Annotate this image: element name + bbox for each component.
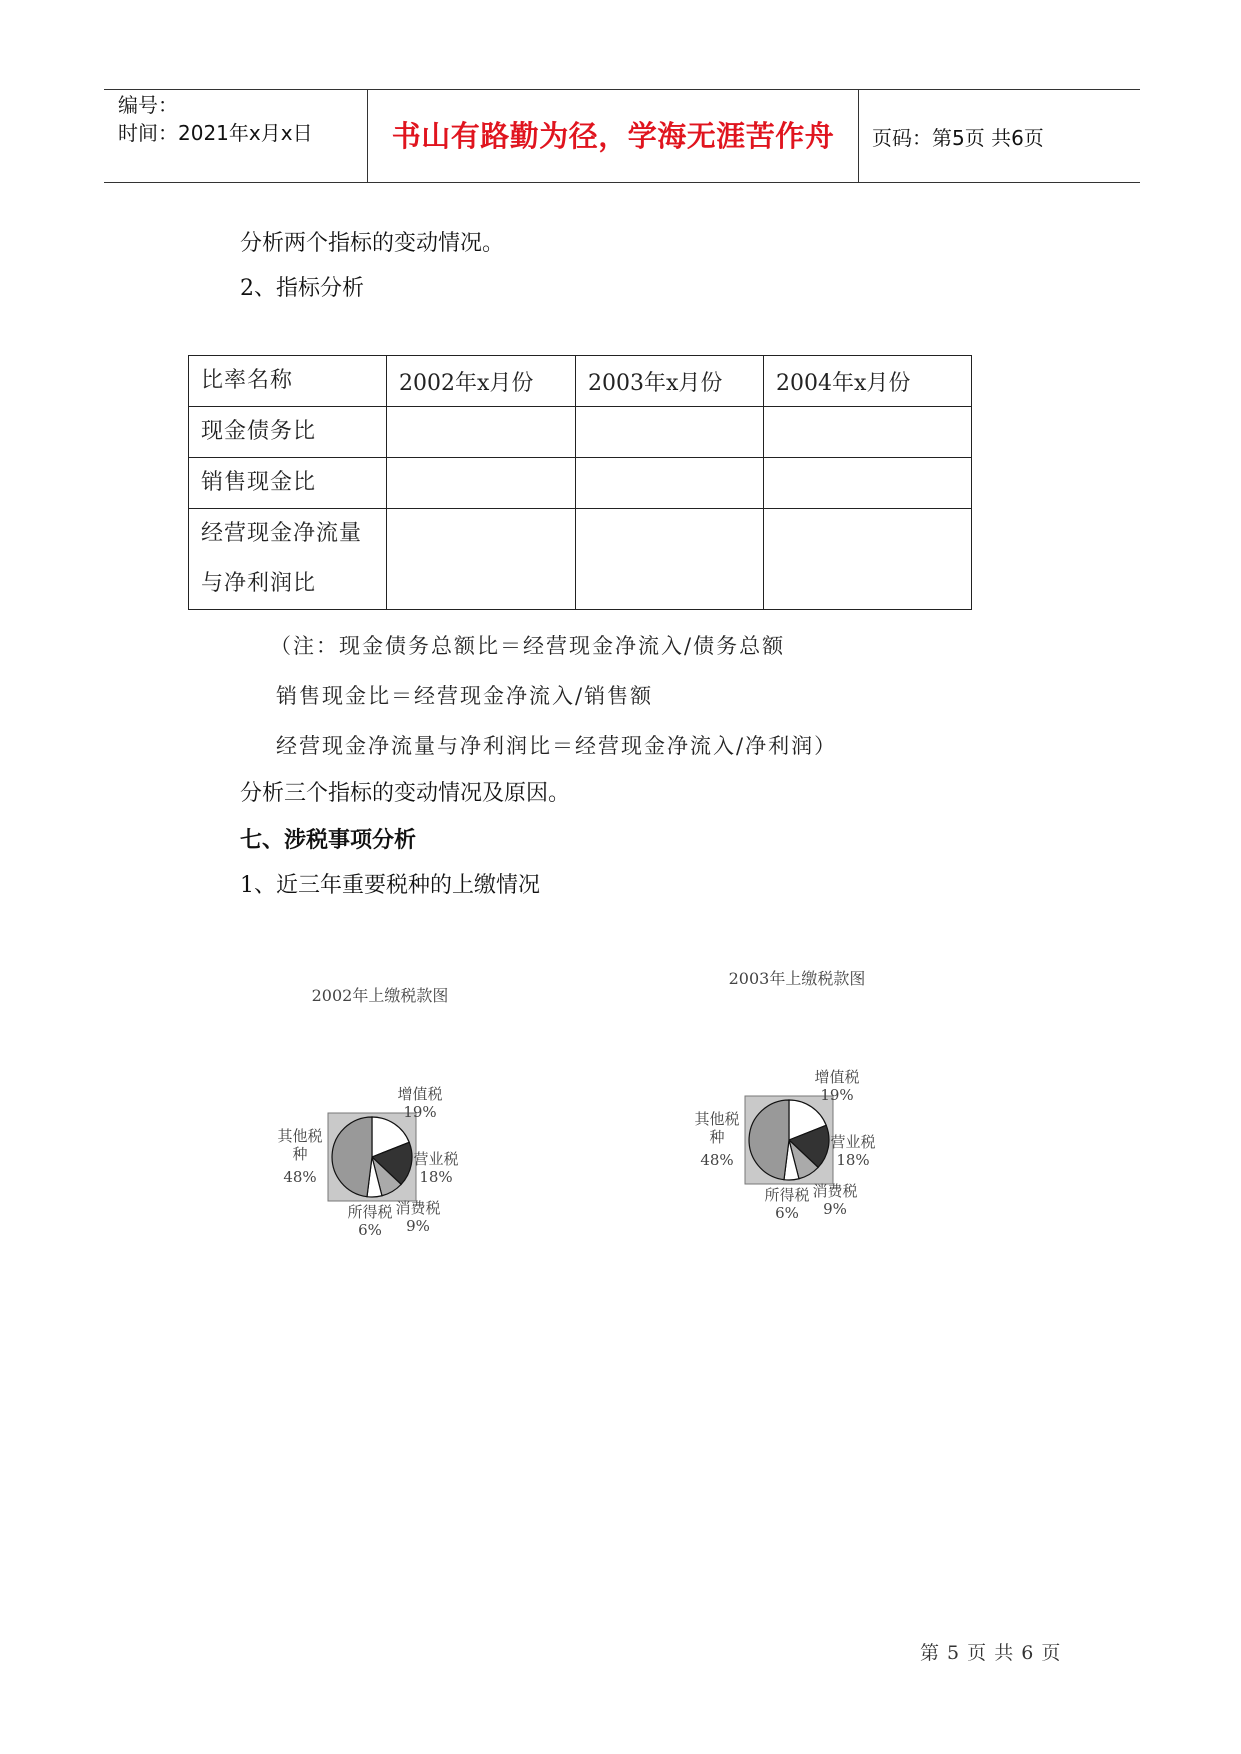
slice-label: 所得税 — [347, 1203, 393, 1221]
table-row-label — [189, 509, 387, 610]
formula-note-2: 销售现金比＝经营现金净流入/销售额 — [276, 684, 654, 708]
page-footer: 第 5 页 共 6 页 — [920, 1642, 1062, 1664]
table-header-cell: 2004年x月份 — [764, 356, 972, 407]
header-bottom-rule — [104, 182, 1140, 183]
paragraph-analysis-two: 分析两个指标的变动情况。 — [240, 231, 505, 256]
slice-label: 种 — [709, 1128, 725, 1146]
slice-percent: 9% — [406, 1217, 430, 1235]
slice-label: 消费税 — [395, 1199, 441, 1217]
table-row-label: 现金债务比 — [189, 407, 387, 458]
slice-label: 营业税 — [830, 1133, 876, 1151]
chart-title: 2002年上缴税款图 — [311, 986, 449, 1005]
paragraph-analysis-three: 分析三个指标的变动情况及原因。 — [240, 781, 571, 806]
paragraph-tax-payments: 1、近三年重要税种的上缴情况 — [240, 873, 540, 898]
table-row — [189, 509, 972, 610]
formula-note-1: （注：现金债务总额比＝经营现金净流入/债务总额 — [270, 634, 786, 658]
formula-note-3: 经营现金净流量与净利润比＝经营现金净流入/净利润） — [276, 734, 838, 758]
table-cell — [576, 407, 764, 458]
table-cell — [387, 407, 576, 458]
ratio-table — [188, 355, 972, 610]
slice-percent: 48% — [283, 1168, 317, 1186]
slice-label: 消费税 — [812, 1182, 858, 1200]
table-cell — [764, 407, 972, 458]
chart-title: 2003年上缴税款图 — [728, 969, 866, 988]
slice-label: 其他税 — [694, 1110, 740, 1128]
slice-label: 其他税 — [277, 1127, 323, 1145]
slice-percent: 48% — [700, 1151, 734, 1169]
pie-chart-2002 — [270, 975, 490, 1245]
document-number-label: 编号： — [118, 93, 178, 117]
slice-percent: 6% — [358, 1221, 382, 1239]
table-cell — [764, 509, 972, 610]
slice-label: 增值税 — [397, 1085, 443, 1103]
table-cell — [576, 509, 764, 610]
slice-label: 增值税 — [814, 1068, 860, 1086]
table-row — [189, 407, 972, 458]
table-header-cell: 比率名称 — [189, 356, 387, 407]
slice-percent: 9% — [823, 1200, 847, 1218]
slice-label: 所得税 — [764, 1186, 810, 1204]
table-cell — [764, 458, 972, 509]
header-left — [118, 91, 313, 147]
document-time-label: 时间：2021年x月x日 — [118, 121, 313, 145]
table-header-row — [189, 356, 972, 407]
table-row-label: 销售现金比 — [189, 458, 387, 509]
slice-percent: 18% — [836, 1151, 870, 1169]
header-divider-right — [858, 90, 859, 182]
table-cell — [387, 458, 576, 509]
slice-percent: 19% — [403, 1103, 437, 1121]
header-top-rule — [104, 89, 1140, 90]
slice-percent: 6% — [775, 1204, 799, 1222]
slice-percent: 18% — [419, 1168, 453, 1186]
slice-percent: 19% — [820, 1086, 854, 1104]
table-row — [189, 458, 972, 509]
section-indicator-analysis: 2、指标分析 — [240, 276, 364, 301]
header-page-label: 页码：第5页 共6页 — [872, 126, 1044, 150]
table-header-cell: 2003年x月份 — [576, 356, 764, 407]
table-row-label-line: 经营现金净流量 — [201, 521, 363, 546]
pie-chart-2003 — [687, 958, 907, 1228]
table-header-cell: 2002年x月份 — [387, 356, 576, 407]
header-motto: 书山有路勤为径，学海无涯苦作舟 — [391, 119, 835, 153]
section-heading-tax: 七、涉税事项分析 — [240, 828, 417, 853]
slice-label: 种 — [292, 1145, 308, 1163]
table-cell — [576, 458, 764, 509]
table-row-label-line: 与净利润比 — [201, 571, 317, 596]
table-cell — [387, 509, 576, 610]
slice-label: 营业税 — [413, 1150, 459, 1168]
